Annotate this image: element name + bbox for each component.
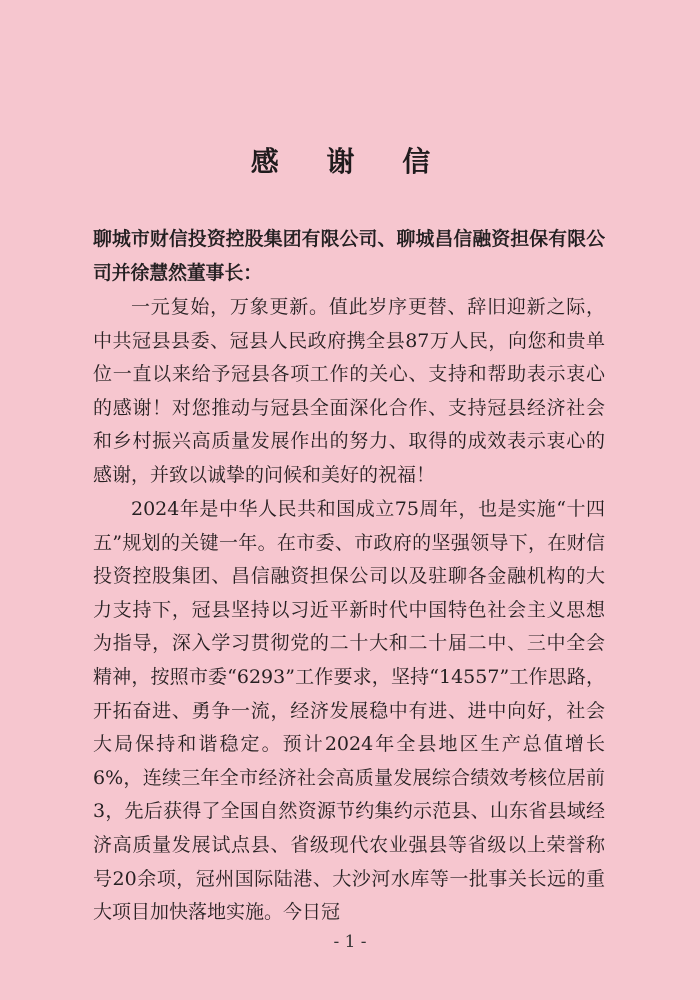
recipient-salutation: 聊城市财信投资控股集团有限公司、聊城昌信融资担保有限公司并徐慧然董事长： [93, 229, 605, 284]
letter-title: 感 谢 信 [250, 145, 450, 178]
page-number: - 1 - [333, 932, 367, 952]
paragraph-opening-thanks: 一元复始，万象更新。值此岁序更替、辞旧迎新之际，中共冠县县委、冠县人民政府携全县87万人民，向您和贵单位一直以来给予冠县各项工作的关心、支持和帮助表示衷心的感谢！对您推动与冠县全面深化合作、支持冠县经济社会和乡村振兴高质量发展作出的努力、取得的成效表示衷心的感谢，并致以诚挚的问候和美好的祝福！ [93, 296, 605, 486]
paragraph-2024-development: 2024年是中华人民共和国成立75周年，也是实施“十四五”规划的关键一年。在市委、市政府的坚强领导下，在财信投资控股集团、昌信融资担保公司以及驻聊各金融机构的大力支持下，冠县坚持以习近平新时代中国特色社会主义思想为指导，深入学习贯彻党的二十大和二十届二中、三中全会精神，按照市委“6293”工作要求，坚持“14557”工作思路，开拓奋进、勇争一流，经济发展稳中有进、进中向好，社会大局保持和谐稳定。预计2024年全县地区生产总值增长6%，连续三年全市经济社会高质量发展综合绩效考核位居前3，先后获得了全国自然资源节约集约示范县、山东省县域经济高质量发展试点县、省级现代农业强县等省级以上荣誉称号20余项，冠州国际陆港、大沙河水库等一批事关长远的重大项目加快落地实施。今日冠 [93, 498, 605, 924]
